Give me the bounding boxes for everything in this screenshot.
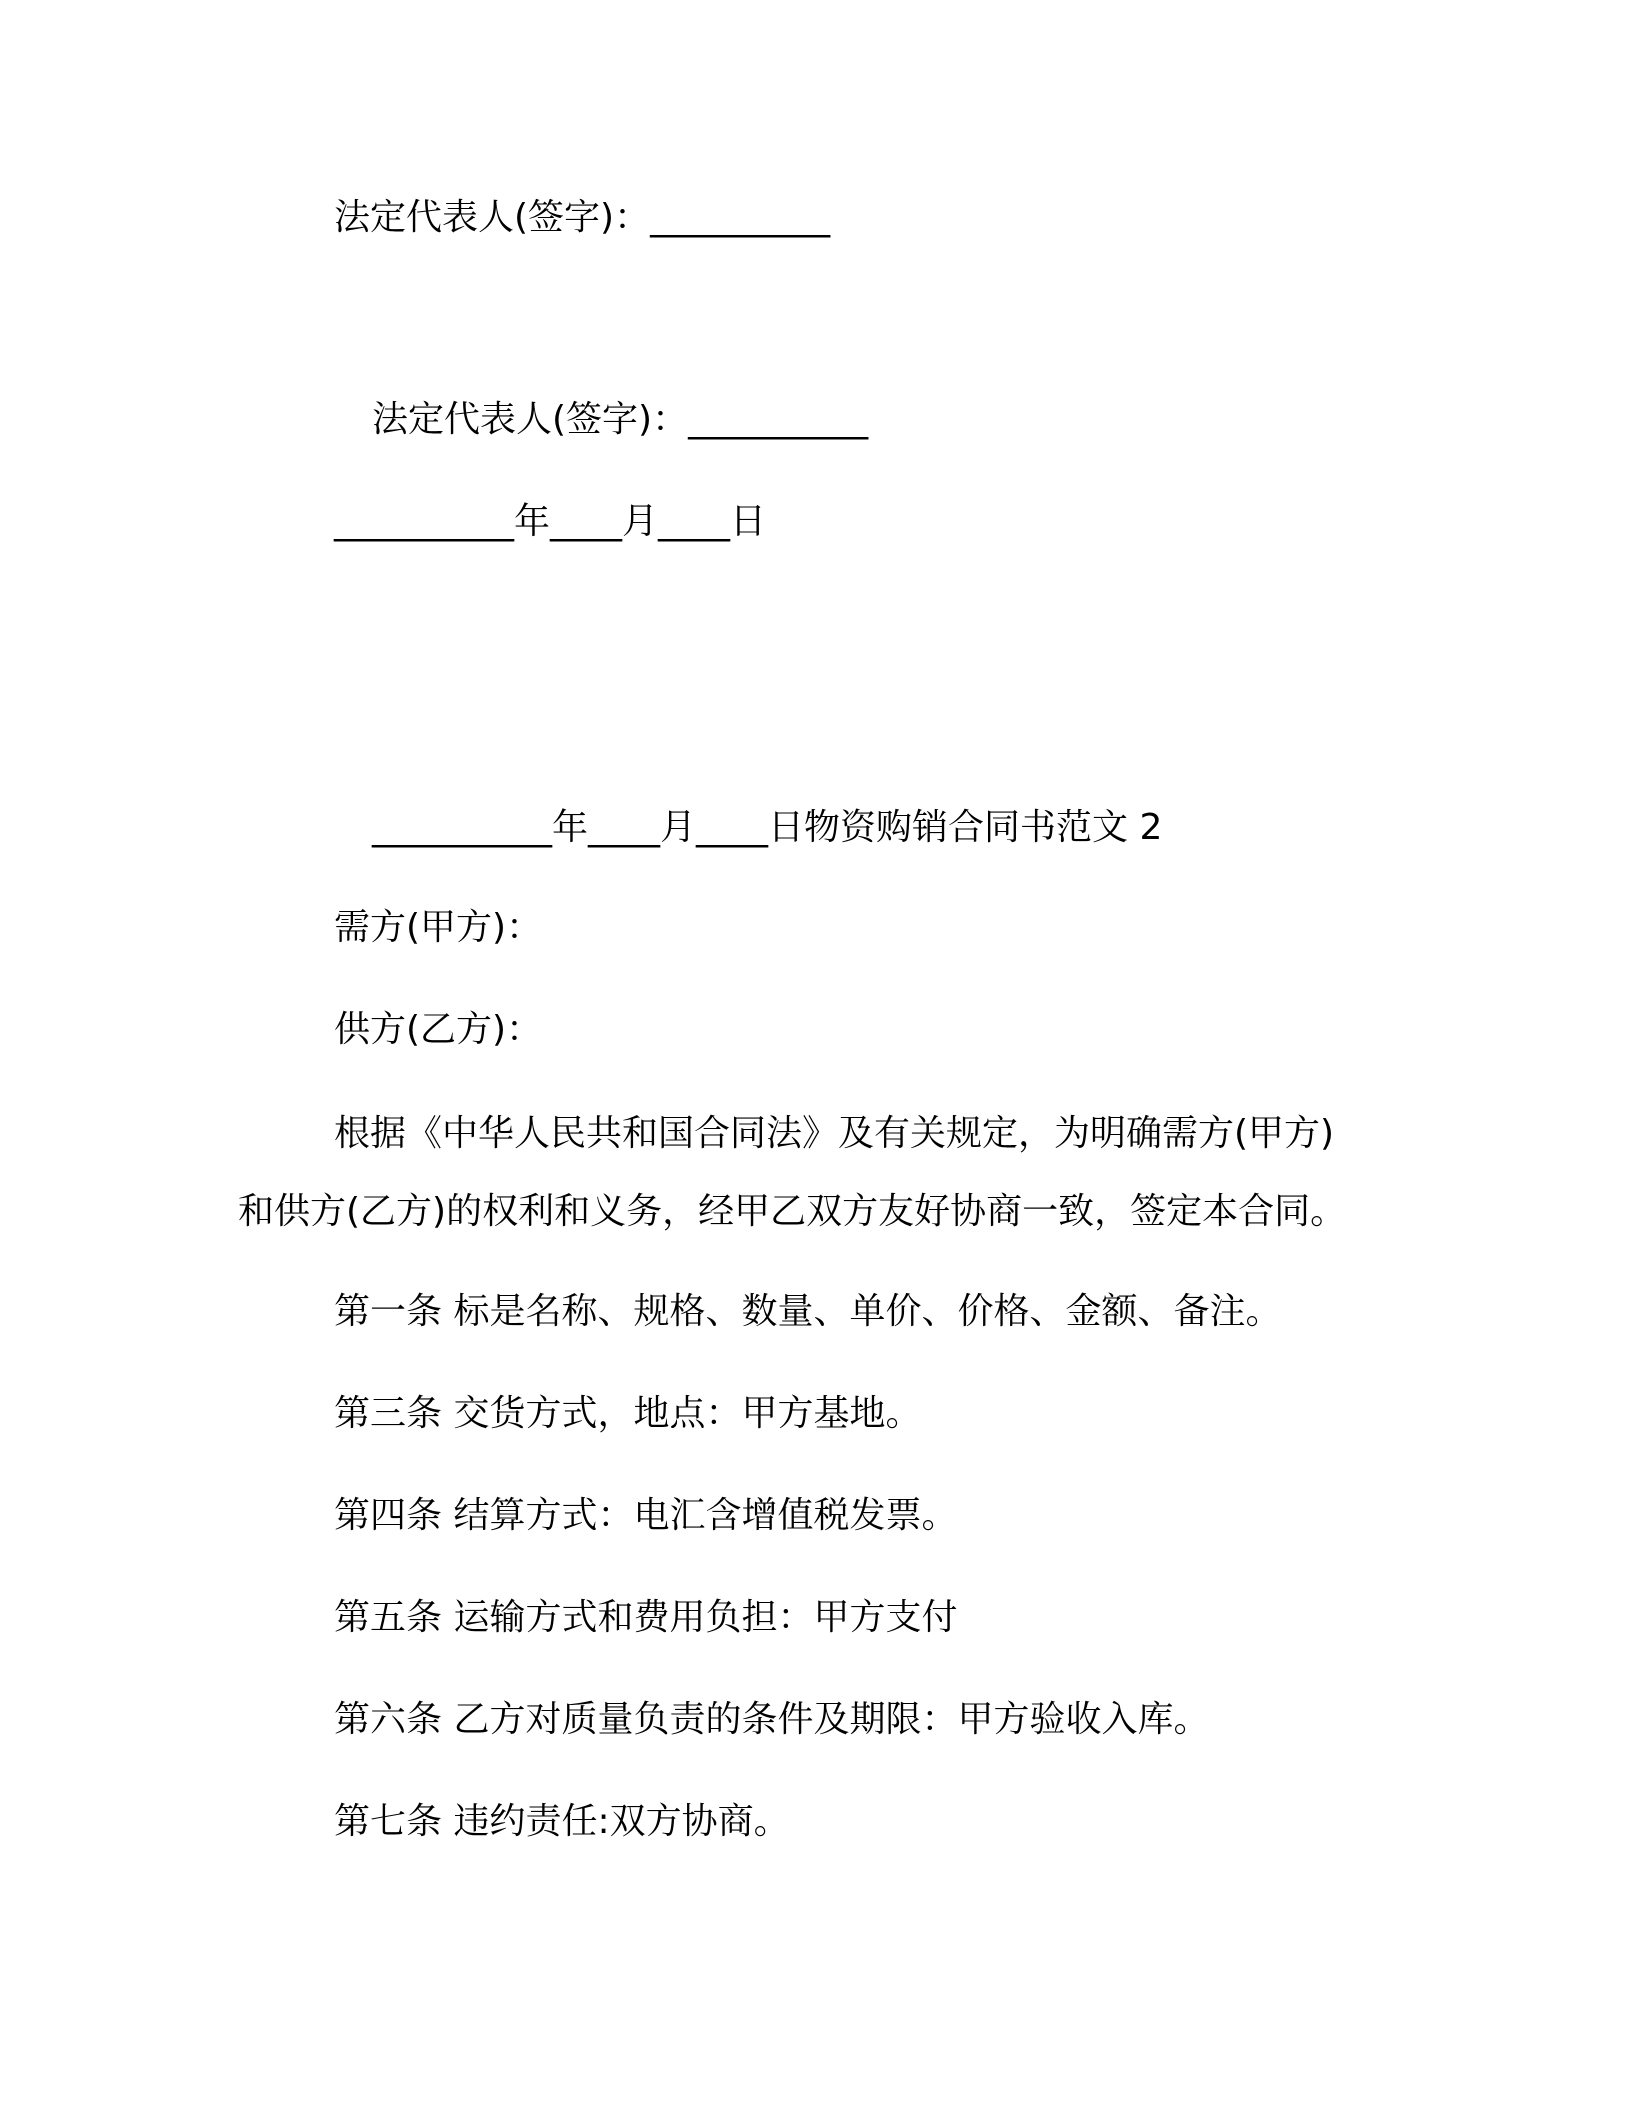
article-4: 第四条 结算方式：电汇含增值税发票。 [334,1495,958,1536]
intro-paragraph-line-2: 和供方(乙方)的权利和义务，经甲乙双方友好协商一致，签定本合同。 [238,1191,1347,1232]
legal-representative-signature-1: 法定代表人(签字)：__________ [334,197,831,238]
article-3: 第三条 交货方式，地点：甲方基地。 [334,1393,922,1434]
legal-representative-signature-2: 法定代表人(签字)：__________ [372,399,869,440]
article-5: 第五条 运输方式和费用负担：甲方支付 [334,1597,958,1638]
article-6: 第六条 乙方对质量负责的条件及期限：甲方验收入库。 [334,1699,1210,1740]
demand-party-label: 需方(甲方)： [334,907,543,948]
supply-party-label: 供方(乙方)： [334,1009,543,1050]
contract-title: __________年____月____日物资购销合同书范文 2 [372,807,1163,848]
article-1: 第一条 标是名称、规格、数量、单价、价格、金额、备注。 [334,1291,1282,1332]
signing-date: __________年____月____日 [334,501,766,542]
article-7: 第七条 违约责任:双方协商。 [334,1801,790,1842]
intro-paragraph-line-1: 根据《中华人民共和国合同法》及有关规定，为明确需方(甲方) [334,1113,1335,1154]
